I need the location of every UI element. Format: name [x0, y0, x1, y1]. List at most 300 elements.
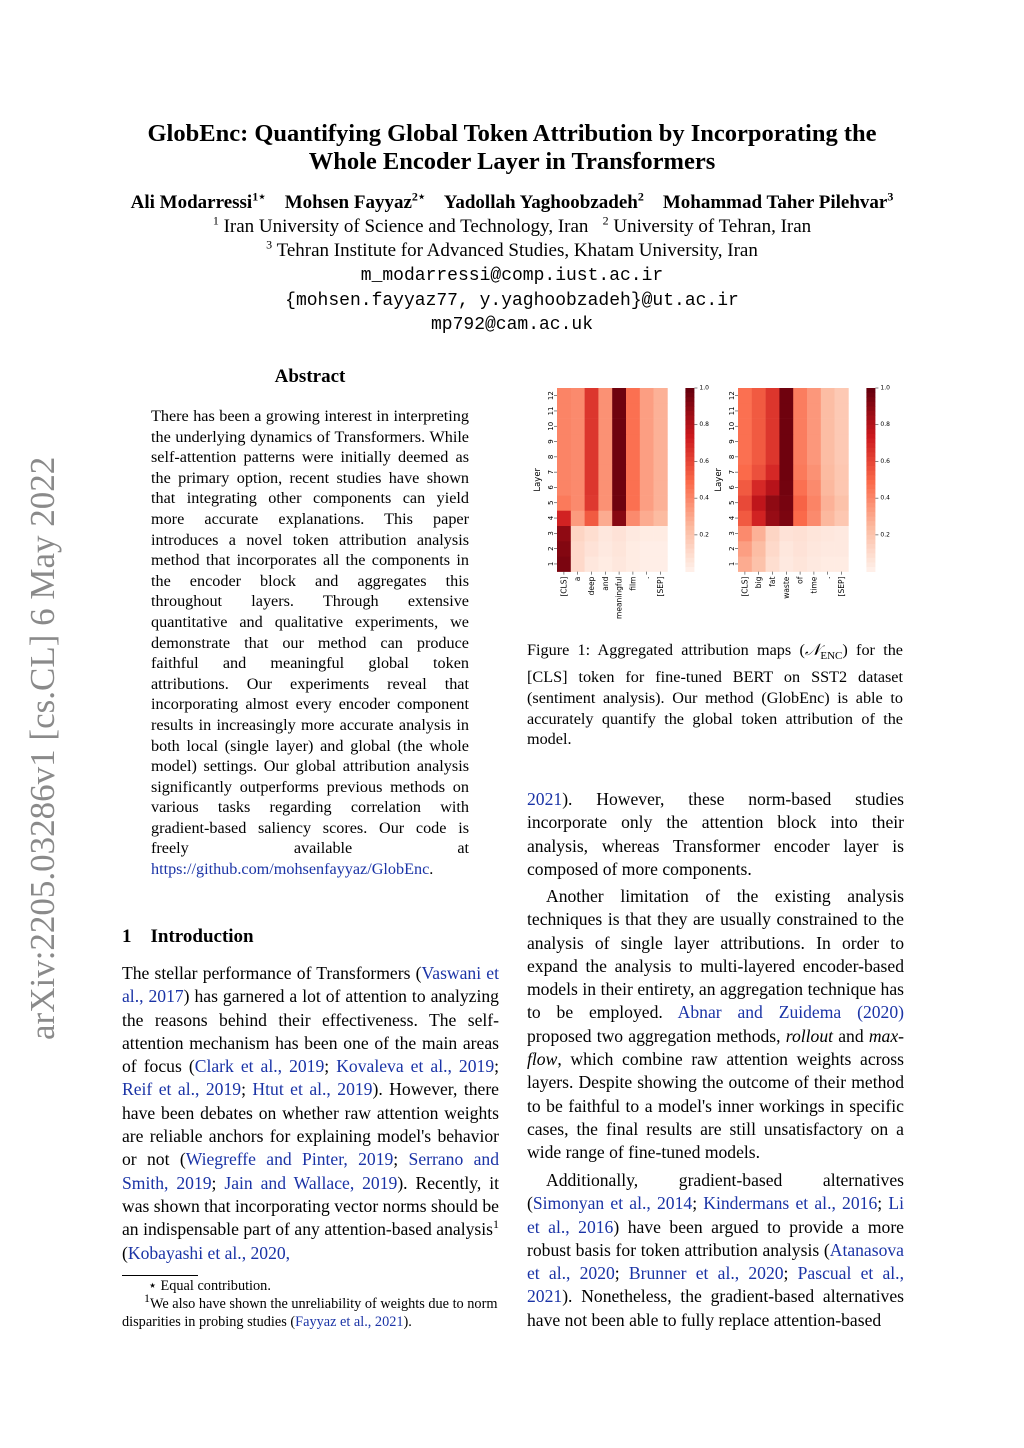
heatmap-cell — [557, 556, 571, 572]
colorbar-segment — [866, 461, 875, 466]
colorbar-segment — [685, 461, 694, 466]
y-tick-label: 6 — [547, 485, 555, 490]
author-1 — [130, 189, 266, 213]
x-tick-label: meaningful — [614, 576, 624, 619]
heatmap-cell — [598, 465, 612, 481]
heatmap-cell — [654, 419, 668, 435]
heatmap-cell — [807, 541, 821, 557]
citation-link[interactable]: Htut et al., 2019 — [252, 1079, 373, 1100]
heatmap-cell — [626, 419, 640, 435]
citation-link[interactable]: Jain and Wallace, 2019 — [224, 1172, 398, 1193]
heatmap-cell — [654, 434, 668, 450]
colorbar-segment — [866, 517, 875, 522]
citation-link[interactable]: Li et al., 2016 — [527, 1193, 904, 1237]
heatmap-cell — [640, 388, 654, 404]
heatmap-cell — [654, 510, 668, 526]
abstract-body — [151, 406, 469, 880]
heatmap-cell — [585, 434, 599, 450]
citation-link[interactable]: Vaswani et al., 2017 — [122, 963, 499, 1007]
colorbar-segment — [866, 411, 875, 416]
author-name: Ali Modarressi — [130, 192, 253, 213]
heatmap-cell — [654, 480, 668, 496]
heatmap-cell — [557, 480, 571, 496]
heatmap-cell — [571, 449, 585, 465]
heatmap-cell — [585, 449, 599, 465]
heatmap-cell — [752, 434, 766, 450]
heatmap-cell — [738, 541, 752, 557]
heatmap-cell — [654, 403, 668, 419]
x-tick-label: [CLS] — [740, 576, 750, 597]
heatmap-cell — [779, 556, 793, 572]
heatmap-cell — [640, 495, 654, 511]
caption-text: Figure 1: Aggregated attribution maps ( — [527, 641, 805, 659]
heatmap-cell — [793, 480, 807, 496]
heatmap-cell — [738, 556, 752, 572]
heatmap-cell — [766, 403, 780, 419]
colorbar-segment — [685, 402, 694, 407]
colorbar-segment — [866, 438, 875, 443]
colorbar-segment — [866, 567, 875, 572]
x-tick-label: deep — [587, 576, 596, 596]
heatmap-cell — [598, 434, 612, 450]
colorbar-segment — [685, 406, 694, 411]
heatmap-cell — [807, 556, 821, 572]
colorbar-tick-label: 0.4 — [880, 494, 890, 502]
heatmap-cell — [835, 465, 849, 481]
citation-link[interactable]: Kobayashi et al., 2020, — [127, 1242, 291, 1263]
colorbar-segment — [866, 489, 875, 494]
heatmap-cell — [571, 541, 585, 557]
heatmap-cell — [626, 434, 640, 450]
heatmap-cell — [807, 465, 821, 481]
caption-symbol: 𝒩 — [804, 641, 821, 659]
heatmap-cell — [598, 526, 612, 542]
colorbar-segment — [685, 471, 694, 476]
heatmap-cell — [793, 434, 807, 450]
affiliation-1: Iran University of Science and Technology, Iran — [223, 216, 589, 237]
heatmap-cell — [807, 419, 821, 435]
heatmap-cell — [598, 388, 612, 404]
heatmap-cell — [626, 449, 640, 465]
heatmap-cell — [779, 510, 793, 526]
y-tick-label: 1 — [728, 561, 736, 567]
colorbar-segment — [685, 397, 694, 402]
abstract-text: There has been a growing interest in interpreting the underlying dynamics of Transformers. While self-attention patterns were initially deemed as the primary option, recent studies have shown that integrating other components can yield more accurate explanations. This paper introduces a novel token attribution analysis method that incorporates all the components in the encoder block and aggregates this throughout layers. Through extensive quantitative and qualitative experiments, we demonstrate that our method can produce faithful and meaningful global token attributions. Our experiments reveal that incorporating almost every encoder component results in increasingly more accurate analysis in both local (single layer) and global (the whole model) settings. Our global attribution analysis significantly outperforms previous methods on various tasks regarding correlation with gradient-based saliency scores. Our code is freely available at — [151, 407, 469, 858]
colorbar-segment — [685, 411, 694, 416]
heatmap-cell — [640, 526, 654, 542]
heatmap-cell — [557, 449, 571, 465]
heatmap-cell — [807, 510, 821, 526]
author-name: Mohsen Fayyaz — [284, 192, 412, 213]
author-name: Yadollah Yaghoobzadeh — [443, 192, 638, 213]
heatmap-cell — [793, 526, 807, 542]
heatmap-cell — [612, 556, 626, 572]
x-tick-label: . — [823, 576, 833, 579]
heatmap-cell — [835, 449, 849, 465]
heatmap-cell — [807, 495, 821, 511]
heatmap-cell — [654, 541, 668, 557]
colorbar-segment — [866, 420, 875, 425]
colorbar-segment — [866, 498, 875, 503]
colorbar-segment — [685, 503, 694, 508]
colorbar-segment — [685, 553, 694, 558]
y-tick-label: 10 — [728, 421, 736, 431]
heatmap-cell — [752, 556, 766, 572]
colorbar-segment — [866, 448, 875, 453]
y-axis-label: Layer — [533, 467, 543, 492]
citation-link[interactable]: Kindermans et al., 2016 — [703, 1193, 878, 1214]
colorbar-segment — [685, 544, 694, 549]
colorbar-segment — [866, 425, 875, 430]
colorbar-segment — [866, 457, 875, 462]
colorbar-segment — [685, 429, 694, 434]
citation-link[interactable]: Brunner et al., 2020 — [628, 1263, 784, 1284]
colorbar-segment — [866, 484, 875, 489]
email-1[interactable]: m_modarressi@comp.iust.ac.ir — [360, 266, 664, 286]
colorbar-segment — [685, 448, 694, 453]
heatmap-cell — [640, 419, 654, 435]
heatmap-cell — [752, 480, 766, 496]
text: The stellar performance of Transformers ( — [122, 963, 422, 983]
x-tick-label: fat — [768, 576, 777, 587]
heatmap-cell — [821, 480, 835, 496]
section-number: 1 — [122, 926, 132, 947]
heatmap-cell — [766, 495, 780, 511]
author-4 — [662, 189, 894, 213]
colorbar-segment — [866, 503, 875, 508]
heatmap-cell — [571, 510, 585, 526]
colorbar-segment — [685, 480, 694, 485]
heatmap-cell — [585, 495, 599, 511]
heatmap-cell — [585, 480, 599, 496]
caption-subscript: ENC — [820, 650, 843, 663]
heatmap-cell — [571, 495, 585, 511]
heatmap-cell — [766, 480, 780, 496]
heatmap-cell — [654, 465, 668, 481]
colorbar-segment — [685, 512, 694, 517]
heatmap-cell — [752, 495, 766, 511]
text: and — [833, 1025, 869, 1046]
heatmap-cell — [821, 434, 835, 450]
heatmap-cell — [585, 388, 599, 404]
y-tick-label: 5 — [547, 500, 555, 505]
colorbar-segment — [685, 535, 694, 540]
heatmap-cell — [612, 419, 626, 435]
x-tick-label: big — [754, 576, 764, 589]
y-tick-label: 10 — [547, 421, 555, 431]
colorbar-segment — [866, 416, 875, 421]
heatmap-cell — [557, 510, 571, 526]
colorbar-segment — [685, 416, 694, 421]
heatmap-cell — [793, 419, 807, 435]
heatmap-cell — [585, 526, 599, 542]
y-tick-label: 9 — [728, 439, 736, 444]
y-tick-label: 6 — [728, 485, 736, 490]
heatmap-cell — [598, 541, 612, 557]
heatmap-cell — [585, 465, 599, 481]
colorbar-segment — [866, 388, 875, 393]
colorbar-segment — [866, 558, 875, 563]
footnote-marker[interactable]: 1 — [493, 1217, 499, 1232]
citation-link[interactable]: Simonyan et al., 2014 — [532, 1193, 693, 1214]
heatmap-cell — [626, 495, 640, 511]
citation-link[interactable]: Serrano and Smith, 2019 — [122, 1149, 499, 1193]
heatmap-cell — [821, 449, 835, 465]
heatmap-cell — [612, 526, 626, 542]
email-3[interactable]: mp792@cam.ac.uk — [430, 315, 594, 335]
text: , which combine raw attention weights across layers. Despite showing the outcome of their method to be faithful to a model's inner workings in specific cases, the final results are still unsatisfactory on a wide range of fine-tuned models. — [527, 1049, 904, 1163]
citation-link[interactable]: Fayyaz et al., 2021 — [295, 1314, 404, 1330]
heatmap-cell — [807, 388, 821, 404]
heatmap-cell — [557, 434, 571, 450]
heatmap-cell — [835, 434, 849, 450]
x-tick-label: . — [642, 576, 652, 579]
abstract-heading: Abstract — [274, 366, 346, 387]
colorbar-segment — [685, 489, 694, 494]
colorbar-tick-label: 0.8 — [699, 421, 709, 429]
footnote-marker: 1 — [144, 1291, 150, 1306]
heatmap-cell — [779, 480, 793, 496]
heatmap-cell — [654, 556, 668, 572]
email-2[interactable]: {mohsen.fayyaz77, y.yaghoobzadeh}@ut.ac.ir — [285, 291, 739, 311]
colorbar-segment — [866, 521, 875, 526]
heatmap-cell — [640, 449, 654, 465]
title-line-1: GlobEnc: Quantifying Global Token Attribution by Incorporating the — [147, 120, 877, 147]
citation-link[interactable]: Reif et al., 2019 — [122, 1079, 242, 1100]
citation-link[interactable]: Wiegreffe and Pinter, 2019 — [185, 1149, 394, 1170]
x-tick-label: time — [809, 576, 819, 594]
y-tick-label: 2 — [547, 546, 555, 551]
citation-link[interactable]: Abnar and Zuidema (2020) — [677, 1002, 904, 1023]
heatmap-cell — [779, 495, 793, 511]
heatmap-cell — [598, 495, 612, 511]
heatmap-cell — [640, 480, 654, 496]
heatmap-cell — [654, 495, 668, 511]
colorbar-segment — [866, 406, 875, 411]
colorbar-segment — [866, 553, 875, 558]
heatmap-cell — [640, 434, 654, 450]
colorbar-segment — [866, 452, 875, 457]
heatmap-cell — [766, 388, 780, 404]
heatmap-cell — [807, 480, 821, 496]
heatmap-cell — [598, 510, 612, 526]
heatmap-cell — [738, 510, 752, 526]
heatmap-cell — [654, 388, 668, 404]
colorbar-tick-label: 0.4 — [699, 494, 709, 502]
code-link[interactable]: https://github.com/mohsenfayyaz/GlobEnc — [151, 860, 430, 879]
colorbar-segment — [685, 484, 694, 489]
author-mark: 3 — [887, 189, 894, 204]
colorbar-segment — [685, 388, 694, 393]
heatmap-cell — [571, 434, 585, 450]
heatmap-cell — [779, 403, 793, 419]
heatmap-cell — [752, 403, 766, 419]
text: ; — [877, 1193, 889, 1214]
x-tick-label: [SEP] — [837, 576, 846, 597]
heatmap-cell — [557, 526, 571, 542]
heatmap-cell — [793, 449, 807, 465]
heatmap-cell — [738, 403, 752, 419]
citation-link[interactable]: Pascual et al., 2021 — [527, 1263, 904, 1307]
colorbar-segment — [866, 507, 875, 512]
citation-link[interactable]: Clark et al., 2019 — [194, 1056, 325, 1077]
colorbar-segment — [685, 466, 694, 471]
colorbar-segment — [685, 438, 694, 443]
heatmap-cell — [585, 556, 599, 572]
heatmap-cell — [779, 419, 793, 435]
colorbar-segment — [685, 558, 694, 563]
emphasis: max-flow — [527, 1025, 904, 1070]
caption-text: ) for the [CLS] token for fine-tuned BERT on SST2 dataset (sentiment analysis). Our method (GlobEnc) is able to accurately quantify the global token attribution of the model. — [527, 641, 903, 749]
figure-1-caption — [527, 640, 903, 750]
colorbar-segment — [866, 535, 875, 540]
colorbar-segment — [866, 549, 875, 554]
colorbar-segment — [866, 471, 875, 476]
colorbar-segment — [866, 402, 875, 407]
colorbar-segment — [685, 549, 694, 554]
colorbar-segment — [866, 512, 875, 517]
colorbar-segment — [866, 526, 875, 531]
colorbar-segment — [685, 434, 694, 439]
heatmap-cell — [793, 495, 807, 511]
text: ; — [692, 1193, 704, 1214]
heatmap-cell — [752, 541, 766, 557]
heatmap-cell — [557, 495, 571, 511]
heatmap-cell — [640, 556, 654, 572]
heatmap-cell — [640, 465, 654, 481]
colorbar-tick-label: 0.2 — [880, 531, 890, 539]
heatmap-cell — [793, 510, 807, 526]
section-title: Introduction — [150, 926, 254, 947]
colorbar-segment — [866, 480, 875, 485]
heatmap-cell — [585, 510, 599, 526]
author-list — [0, 191, 1024, 215]
affiliations-line-1 — [0, 215, 1024, 239]
colorbar-tick-label: 1.0 — [880, 384, 890, 392]
y-tick-label: 4 — [728, 515, 736, 521]
heatmap-cell — [793, 541, 807, 557]
heatmap-cell — [766, 419, 780, 435]
footnote-text: We also have shown the unreliability of weights due to norm disparities in probing studies ( — [122, 1296, 498, 1330]
heatmap-cell — [821, 465, 835, 481]
text: proposed two aggregation methods, — [527, 1025, 786, 1046]
heatmap-cell — [571, 388, 585, 404]
heatmap-cell — [640, 403, 654, 419]
author-name: Mohammad Taher Pilehvar — [662, 192, 888, 213]
right-paragraph-2 — [527, 885, 904, 1165]
heatmap-cell — [779, 434, 793, 450]
heatmap-cell — [821, 556, 835, 572]
y-tick-label: 7 — [728, 469, 736, 475]
heatmap-cell — [835, 556, 849, 572]
heatmap-cell — [612, 495, 626, 511]
text: ( — [122, 1242, 128, 1263]
y-tick-label: 11 — [728, 406, 736, 416]
text: ; — [393, 1149, 409, 1170]
heatmap-cell — [738, 449, 752, 465]
affil-mark: 3 — [266, 237, 273, 252]
footnote-1 — [122, 1291, 502, 1331]
heatmap-cell — [571, 556, 585, 572]
heatmap-cell — [738, 419, 752, 435]
heatmap-cell — [626, 465, 640, 481]
heatmap-cell — [557, 541, 571, 557]
y-tick-label: 11 — [547, 406, 555, 416]
colorbar-segment — [685, 425, 694, 430]
affiliations-line-2 — [0, 239, 1024, 263]
heatmap-cell — [612, 449, 626, 465]
citation-link[interactable]: 2021 — [527, 789, 563, 809]
colorbar-segment — [866, 397, 875, 402]
affil-mark: 1 — [212, 213, 219, 228]
heatmap-cell — [821, 419, 835, 435]
colorbar-segment — [685, 517, 694, 522]
x-tick-label: [SEP] — [656, 576, 665, 597]
heatmap-cell — [626, 480, 640, 496]
heatmap-cell — [821, 526, 835, 542]
heatmap-cell — [612, 434, 626, 450]
heatmap-cell — [821, 495, 835, 511]
heatmap-cell — [598, 449, 612, 465]
colorbar-segment — [866, 494, 875, 499]
citation-link[interactable]: Kovaleva et al., 2019 — [336, 1056, 495, 1077]
y-tick-label: 12 — [547, 391, 555, 401]
author-3 — [443, 189, 644, 213]
text: Additionally, gradient-based alternatives ( — [527, 1170, 904, 1214]
heatmap-cell — [598, 403, 612, 419]
colorbar-segment — [685, 567, 694, 572]
abstract-end: . — [429, 860, 434, 879]
author-mark: 2 — [637, 189, 644, 204]
heatmap-cell — [612, 480, 626, 496]
y-tick-label: 3 — [547, 531, 555, 536]
heatmap-cell — [571, 419, 585, 435]
colorbar-tick-label: 0.2 — [699, 531, 709, 539]
heatmap-cell — [752, 449, 766, 465]
heatmap-cell — [752, 465, 766, 481]
heatmap-cell — [766, 556, 780, 572]
heatmap-cell — [779, 388, 793, 404]
intro-paragraph — [122, 962, 499, 1265]
heatmap-cell — [835, 403, 849, 419]
heatmap-cell — [793, 388, 807, 404]
x-tick-label: of — [795, 576, 805, 584]
heatmap-cell — [626, 556, 640, 572]
text: ). Recently, it was shown that incorporating vector norms should be an indispensable part of any attention-based analysis — [122, 1172, 499, 1240]
heatmap-cell — [557, 388, 571, 404]
heatmap-cell — [793, 465, 807, 481]
heatmap-cell — [835, 541, 849, 557]
heatmap-cell — [821, 403, 835, 419]
heatmap-cell — [640, 541, 654, 557]
heatmap-cell — [626, 526, 640, 542]
colorbar-segment — [685, 562, 694, 567]
right-paragraph-3 — [527, 1169, 904, 1332]
heatmap-cell — [779, 465, 793, 481]
heatmap-cell — [752, 526, 766, 542]
figure-1-heatmaps — [520, 378, 910, 630]
heatmap-cell — [835, 510, 849, 526]
affiliation-3: Tehran Institute for Advanced Studies, Khatam University, Iran — [276, 240, 758, 261]
heatmap-cell — [807, 449, 821, 465]
heatmap-cell — [835, 419, 849, 435]
heatmap-cell — [654, 526, 668, 542]
heatmap-cell — [766, 526, 780, 542]
heatmap-cell — [738, 465, 752, 481]
emphasis: rollout — [785, 1025, 834, 1046]
colorbar-segment — [685, 521, 694, 526]
citation-link[interactable]: Atanasova et al., 2020 — [527, 1239, 904, 1284]
